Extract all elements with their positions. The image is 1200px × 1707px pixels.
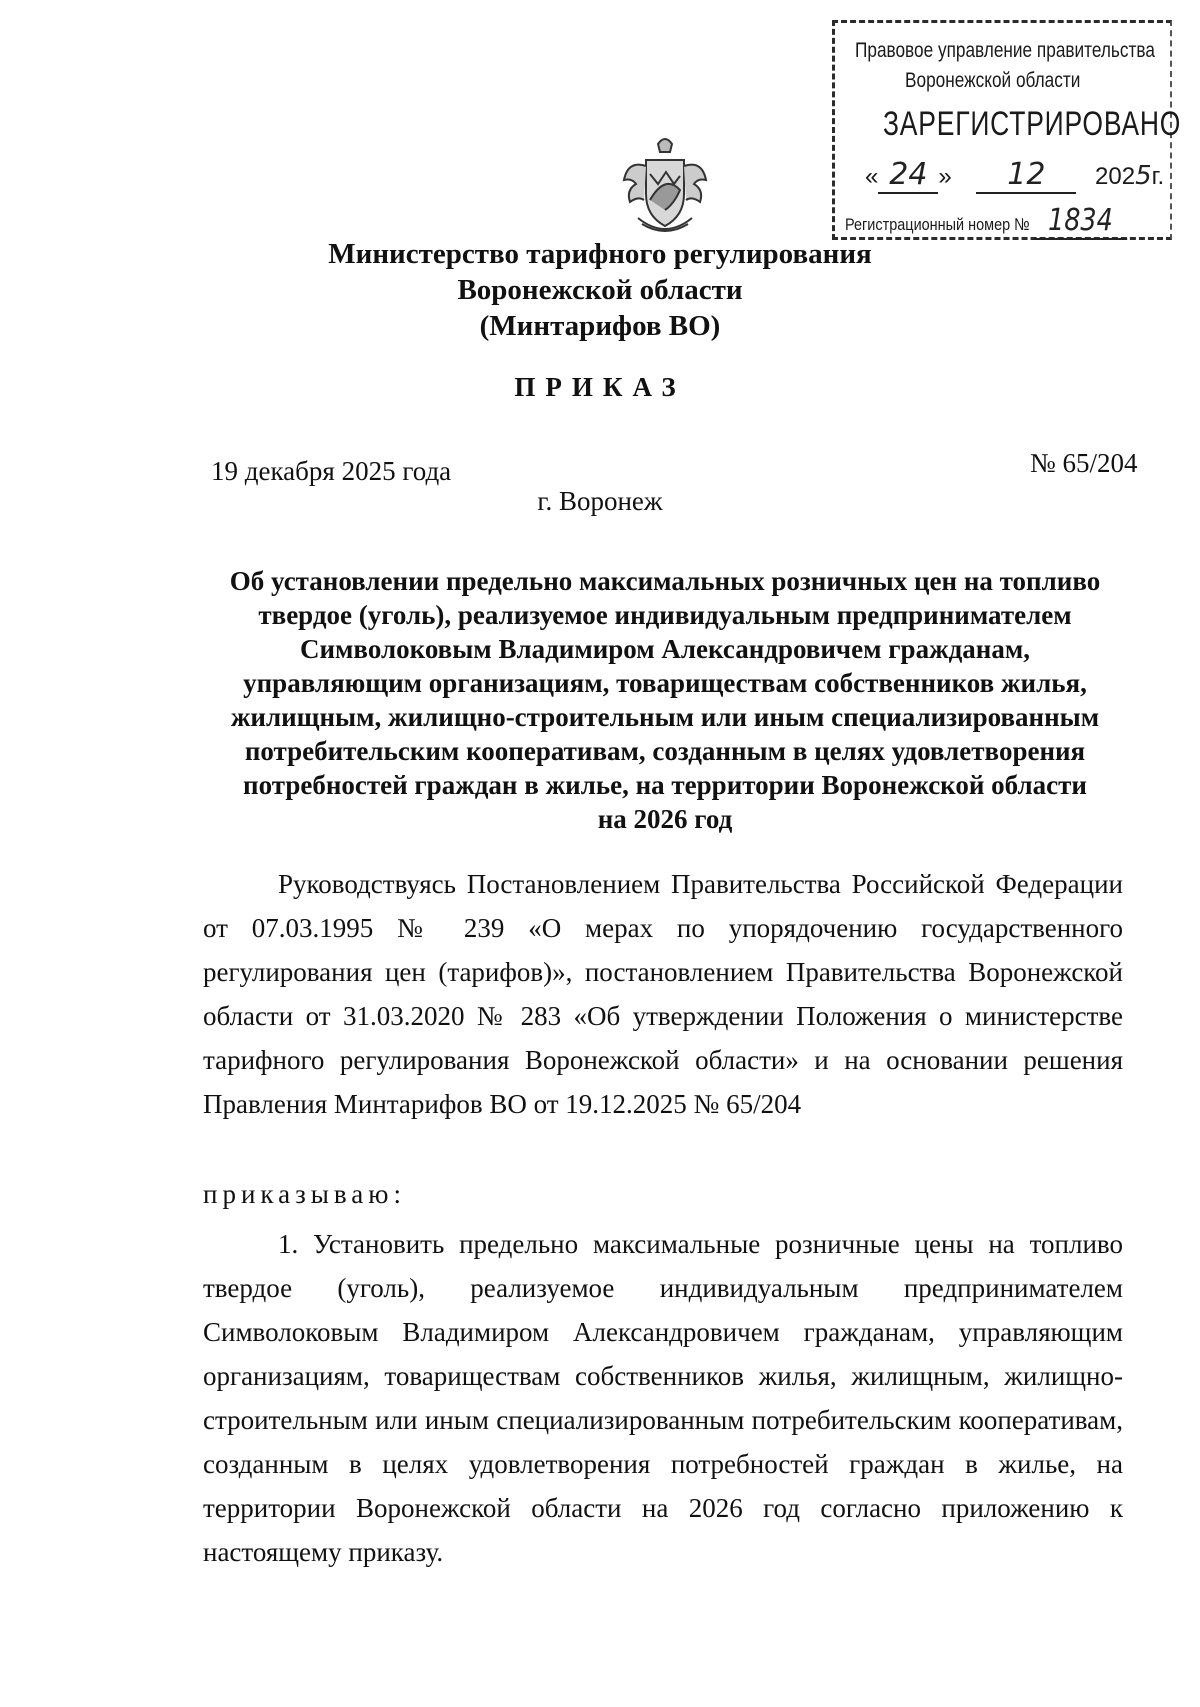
stamp-reg-value: 1834 [1034, 203, 1128, 240]
registration-stamp [832, 20, 1182, 240]
stamp-org-line2: Воронежской области [905, 69, 1081, 92]
stamp-date: « 24 » 12 2025г. [865, 157, 1165, 192]
stamp-year-suffix: г. [1151, 163, 1165, 190]
title-line: твердое (уголь), реализуемое индивидуальным предпринимателем [258, 600, 1072, 630]
title-line: потребительским кооперативам, созданным в целях удовлетворения [244, 736, 1086, 766]
title-line: Символоковым Владимиром Александровичем гражданам, [299, 634, 1030, 664]
order-item-1: 1. Установить предельно максимальные розничные цены на топливо твердое (уголь), реализуемое индивидуальным предпринимателем Символоковым Владимиром Александровичем гражданам, управляющим организациям, товариществам собственников жилья, жилищным, жилищно-строительным или иным специализированным потребительским кооперативам, созданным в целях удовлетворения потребностей граждан в жилье, на территории Воронежской области на 2026 год согласно приложению к настоящему приказу. [203, 1229, 1123, 1567]
document-type: ПРИКАЗ [514, 372, 686, 402]
stamp-day: 24 [878, 157, 938, 194]
document-number: № 65/204 [1030, 448, 1138, 478]
document-city: г. Воронеж [537, 486, 663, 516]
document-title [200, 564, 1130, 836]
stamp-reg-label: Регистрационный номер № [845, 215, 1030, 234]
title-line: Об установлении предельно максимальных розничных цен на топливо [229, 566, 1101, 596]
title-line: управляющим организациям, товариществам собственников жилья, [243, 668, 1087, 698]
ministry-name [0, 236, 1200, 344]
stamp-org-line1: Правовое управление правительства [855, 39, 1155, 62]
title-line: жилищным, жилищно-строительным или иным специализированным [230, 702, 1100, 732]
stamp-year-hand: 5 [1135, 161, 1152, 191]
stamp-reg-number [845, 203, 1127, 240]
ministry-line2: Воронежской области [457, 274, 743, 306]
stamp-year-prefix: 202 [1095, 163, 1136, 190]
document-date: 19 декабря 2025 года [211, 456, 452, 486]
order-word: приказываю: [203, 1179, 406, 1209]
title-line: на 2026 год [597, 804, 733, 834]
title-line: потребностей граждан в жилье, на территории Воронежской области [243, 770, 1087, 800]
coat-of-arms-icon [620, 130, 710, 240]
ministry-line1: Министерство тарифного регулирования [328, 238, 872, 270]
preamble-paragraph: Руководствуясь Постановлением Правительства Российской Федерации от 07.03.1995 № 239 «О мерах по упорядочению государственного регулирования цен (тарифов)», постановлением Правительства Воронежской области от 31.03.2020 № 283 «Об утверждении Положения о министерстве тарифного регулирования Воронежской области» и на основании решения Правления Минтарифов ВО от 19.12.2025 № 65/204 [203, 869, 1123, 1119]
stamp-month: 12 [976, 157, 1076, 194]
ministry-line3: (Минтарифов ВО) [479, 310, 721, 342]
stamp-registered: ЗАРЕГИСТРИРОВАНО [883, 105, 1182, 143]
